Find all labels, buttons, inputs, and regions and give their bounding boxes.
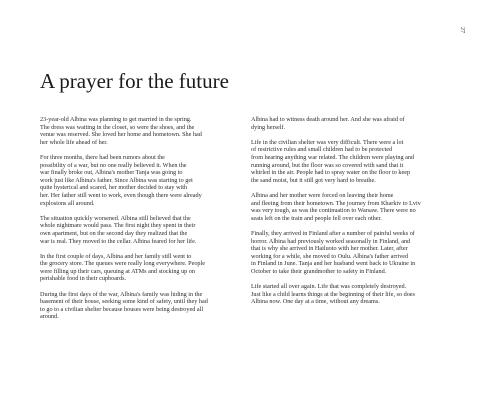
body-paragraph: Albina and her mother were forced on leaving their home and fleeing from their hometown. The journey from Kharkiv to Lviv was very tough, as was the continuation to Warsaw. There were no seats left on the train and people fell over each other.	[251, 191, 421, 222]
body-paragraph: In the first couple of days, Albina and her family still went to the grocery store. The queues were really long everywhere. People were filling up their cars, queuing at ATMs and stocking up on perishable food in their cupboards.	[40, 252, 205, 283]
body-paragraph: Life started all over again. Life that was completely destroyed. Just like a child learns things at the beginning of their life, so does Albina now. One day at a time, without any dreams.	[251, 283, 415, 306]
body-paragraph: Albina had to witness death around her. And she was afraid of dying herself.	[251, 116, 405, 131]
page-title: A prayer for the future	[40, 69, 229, 93]
text-column-right	[251, 116, 441, 313]
body-paragraph: Life in the civilian shelter was very difficult. There were a lot of restrictive rules and small children had to be protected from hearing anything war related. The children were playing and running around, but the floor was so covered with sand that it whirled in the air. People had to spray water on the floor to keep the sand moist, but it still got very hard to breathe.	[251, 138, 415, 184]
body-paragraph: For three months, there had been rumors about the possibility of a war, but no one really believed it. When the war finally broke out, Albina's mother Tanja was going to work just like Albina's father. Since Albina was starting to get quite hysterical and scared, her mother decided to stay with her. Her father still went to work, even though there were already explosions all around.	[40, 153, 202, 207]
body-paragraph: Finally, they arrived in Finland after a number of painful weeks of horror. Albina had previously worked seasonally in Finland, and that is why she arrived in Hailuoto with her mother. Later, after working for a while, she moved to Oulu. Albina's father arrived in Finland in June. Tanja and her husband went back to Ukraine in October to take their grandmother to safety in Finland.	[251, 229, 416, 275]
page-number: 27	[459, 27, 465, 33]
text-column-left	[40, 116, 232, 329]
body-paragraph: 23-year-old Albina was planning to get married in the spring. The dress was waiting in the closet, so were the shoes, and the venue was reserved. She loved her home and hometown. She had her whole life ahead of her.	[40, 116, 202, 146]
body-paragraph: During the first days of the war, Albina's family was hiding in the basement of their house, seeking some kind of safety, until they had to go to a civilian shelter because houses were being destroyed all around.	[40, 290, 208, 321]
body-paragraph: The situation quickly worsened. Albina still believed that the whole nightmare would pass. The first night they spent in their own apartment, but on the second day they realized that the war is real. They moved to the cellar. Albina feared for her life.	[40, 214, 197, 245]
